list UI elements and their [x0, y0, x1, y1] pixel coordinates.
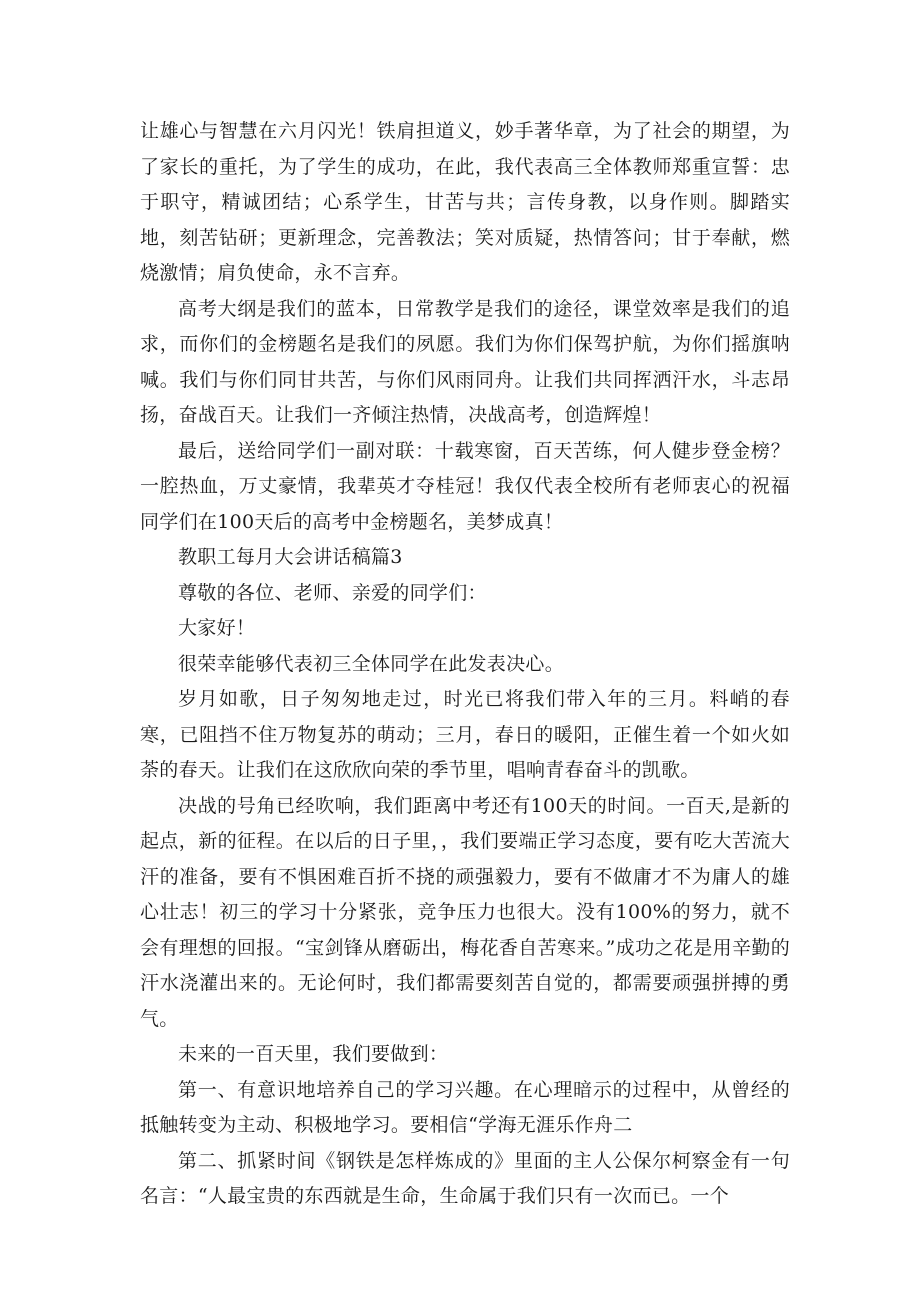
salutation: 尊敬的各位、老师、亲爱的同学们：	[178, 581, 487, 604]
paragraph-plan-intro: 未来的一百天里，我们要做到：	[178, 1043, 449, 1065]
paragraph-oath-continuation: 让雄心与智慧在六月闪光！铁肩担道义，妙手著华章，为了社会的期望，为了家长的重托，为了学生的成功，在此，我代表高三全体教师郑重宣誓：忠于职守，精诚团结；心系学生，甘苦与共；言传身教，以身作则。脚踏实地，刻苦钻研；更新理念，完善教法；笑对质疑，热情答问；甘于奉献，燃烧激情；肩负使命，永不言弃。	[140, 120, 790, 284]
paragraph-hundred-days: 决战的号角已经吹响，我们距离中考还有100天的时间。一百天,是新的起点，新的征程。在以后的日子里，，我们要端正学习态度，要有吃大苦流大汗的准备，要有不惧困难百折不挠的顽强毅力，要有不做庸才不为庸人的雄心壮志！初三的学习十分紧张，竞争压力也很大。没有100%的努力，就不会有理想的回报。“宝剑锋从磨砺出，梅花香自苦寒来。”成功之花是用辛勤的汗水浇灌出来的。无论何时，我们都需要刻苦自觉的，都需要顽强拼搏的勇气。	[140, 794, 790, 1030]
paragraph-exam-outline: 高考大纲是我们的蓝本，日常教学是我们的途径，课堂效率是我们的追求，而你们的金榜题名是我们的夙愿。我们为你们保驾护航，为你们摇旗呐喊。我们与你们同甘共苦，与你们风雨同舟。让我们共同挥洒汗水，斗志昂扬，奋战百天。让我们一齐倾注热情，决战高考，创造辉煌！	[140, 297, 790, 426]
document-body	[140, 114, 790, 1215]
paragraph-spring: 岁月如歌，日子匆匆地走过，时光已将我们带入年的三月。料峭的春寒，已阻挡不住万物复苏的萌动；三月，春日的暖阳，正催生着一个如火如荼的春天。让我们在这欣欣向荣的季节里，唱响青春奋斗的凯歌。	[140, 688, 790, 781]
paragraph-point-two: 第二、抓紧时间《钢铁是怎样炼成的》里面的主人公保尔柯察金有一句名言：“人最宝贵的东西就是生命，生命属于我们只有一次而已。一个	[140, 1149, 790, 1207]
paragraph-couplet: 最后，送给同学们一副对联：十载寒窗，百天苦练，何人健步登金榜？一腔热血，万丈豪情，我辈英才夺桂冠！我仅代表全校所有老师衷心的祝福同学们在100天后的高考中金榜题名，美梦成真！	[140, 439, 790, 533]
paragraph-point-one: 第一、有意识地培养自己的学习兴趣。在心理暗示的过程中，从曾经的抵触转变为主动、积极地学习。要相信“学海无涯乐作舟二	[140, 1078, 790, 1136]
section-heading: 教职工每月大会讲话稿篇3	[178, 546, 403, 568]
greeting: 大家好！	[178, 617, 256, 639]
paragraph-honor: 很荣幸能够代表初三全体同学在此发表决心。	[178, 652, 565, 675]
